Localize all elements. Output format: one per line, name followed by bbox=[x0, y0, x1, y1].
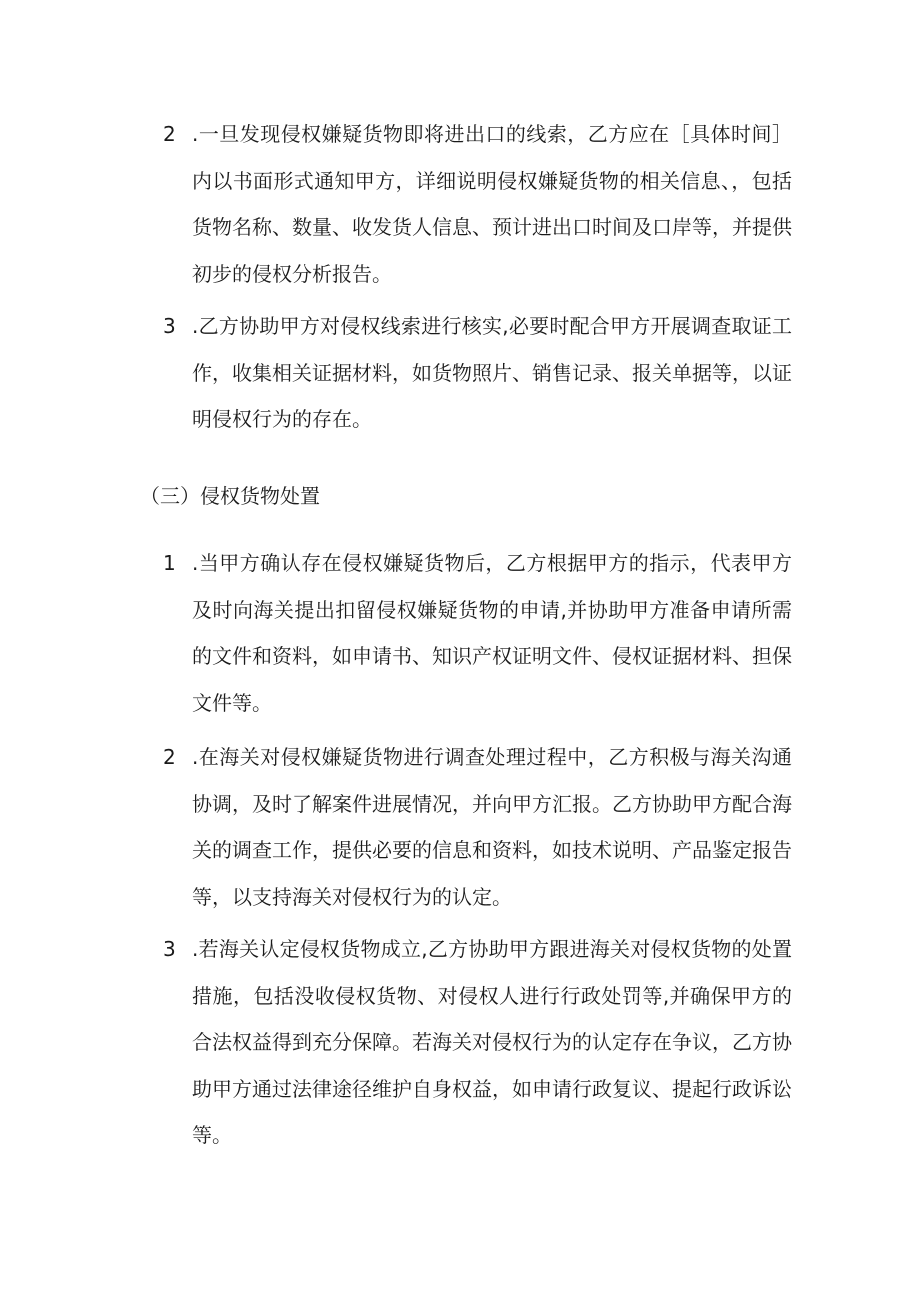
item-number: 1 bbox=[163, 551, 176, 575]
section-heading: （三）侵权货物处置 bbox=[140, 484, 320, 508]
item-text: .乙方协助甲方对侵权线索进行核实,必要时配合甲方开展调查取证工作，收集相关证据材料，如货物照片、销售记录、报关单据等，以证明侵权行为的存在。 bbox=[192, 314, 792, 431]
item-text: .当甲方确认存在侵权嫌疑货物后，乙方根据甲方的指示，代表甲方及时向海关提出扣留侵权嫌疑货物的申请,并协助甲方准备申请所需的文件和资料，如申请书、知识产权证明文件、侵权证据材料、担保文件等。 bbox=[192, 551, 792, 715]
item-text: .若海关认定侵权货物成立,乙方协助甲方跟进海关对侵权货物的处置措施，包括没收侵权货物、对侵权人进行行政处罚等,并确保甲方的合法权益得到充分保障。若海关对侵权行为的认定存在争议，乙方协助甲方通过法律途径维护自身权益，如申请行政复议、提起行政诉讼等。 bbox=[192, 937, 792, 1147]
item-text: .在海关对侵权嫌疑货物进行调查处理过程中，乙方积极与海关沟通协调，及时了解案件进展情况，并向甲方汇报。乙方协助甲方配合海关的调查工作，提供必要的信息和资料，如技术说明、产品鉴定报告等，以支持海关对侵权行为的认定。 bbox=[192, 745, 792, 909]
item-number: 3 bbox=[163, 314, 176, 338]
item-text: .一旦发现侵权嫌疑货物即将进出口的线索，乙方应在［具体时间］内以书面形式通知甲方，详细说明侵权嫌疑货物的相关信息、，包括货物名称、数量、收发货人信息、预计进出口时间及口岸等，并提供初步的侵权分析报告。 bbox=[192, 122, 792, 286]
item-number: 2 bbox=[163, 745, 176, 769]
item-number: 3 bbox=[163, 937, 176, 961]
item-number: 2 bbox=[163, 122, 176, 146]
